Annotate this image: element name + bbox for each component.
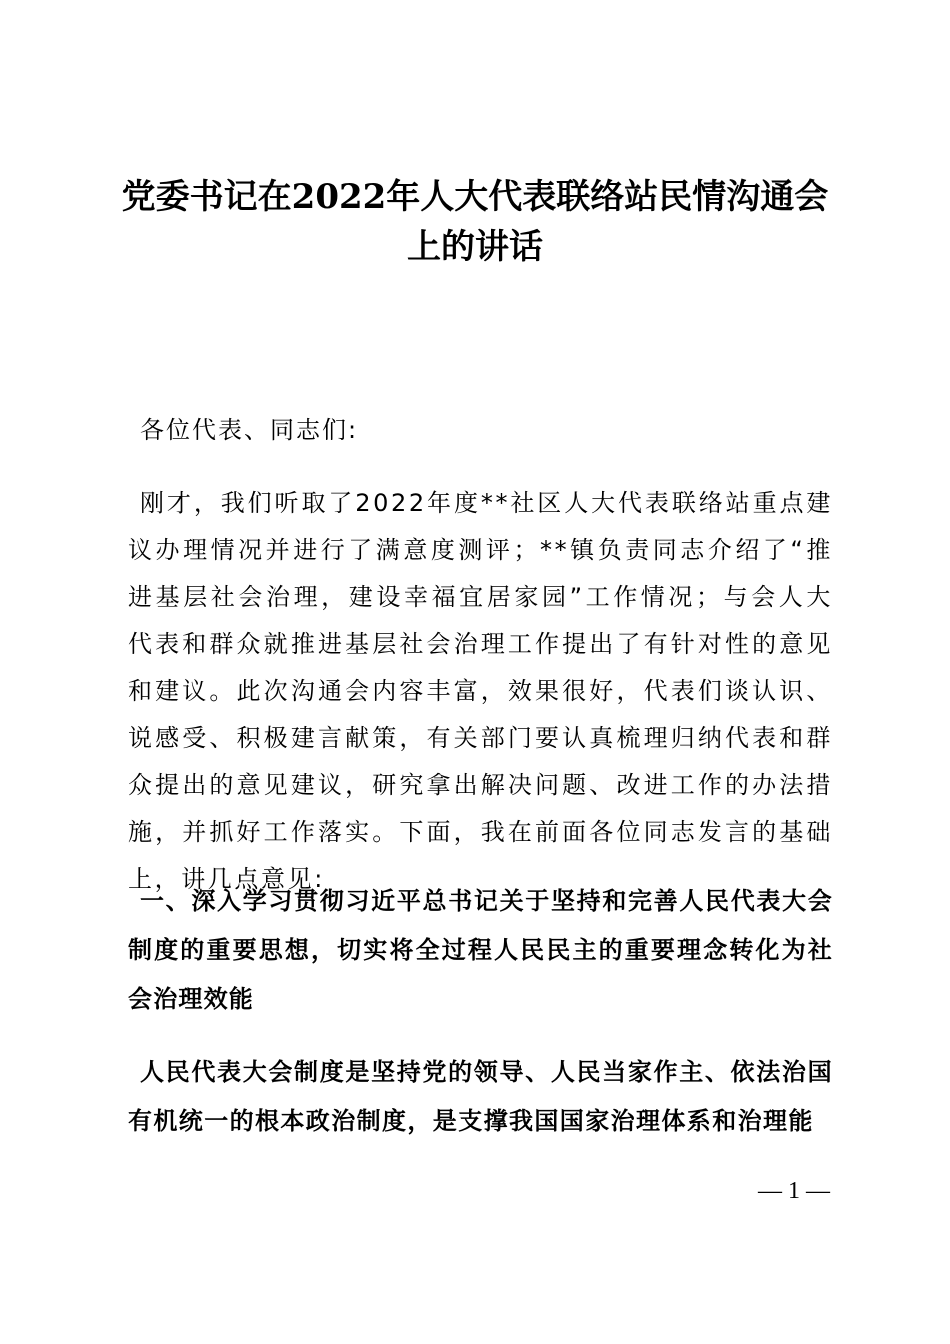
body-paragraph-1: 刚才，我们听取了2022年度**社区人大代表联络站重点建议办理情况并进行了满意度测评；**镇负责同志介绍了“推进基层社会治理，建设幸福宜居家园”工作情况；与会人大代表和群众就推进基层社会治理工作提出了有针对性的意见和建议。此次沟通会内容丰富，效果很好，代表们谈认识、说感受、积极建言献策，有关部门要认真梳理归纳代表和群众提出的意见建议，研究拿出解决问题、改进工作的办法措施，并抓好工作落实。下面，我在前面各位同志发言的基础上，讲几点意见: [128,489,833,893]
section-heading-1: 一、深入学习贯彻习近平总书记关于坚持和完善人民代表大会制度的重要思想，切实将全过程人民民主的重要理念转化为社会治理效能 [128,887,833,1013]
document-title: 党委书记在2022年人大代表联络站民情沟通会上的讲话 [121,177,829,267]
body-paragraph-2: 人民代表大会制度是坚持党的领导、人民当家作主、依法治国有机统一的根本政治制度，是支撑我国国家治理体系和治理能 [128,1058,833,1135]
page-number: — 1 — [758,1178,830,1204]
salutation: 各位代表、同志们: [140,416,359,444]
